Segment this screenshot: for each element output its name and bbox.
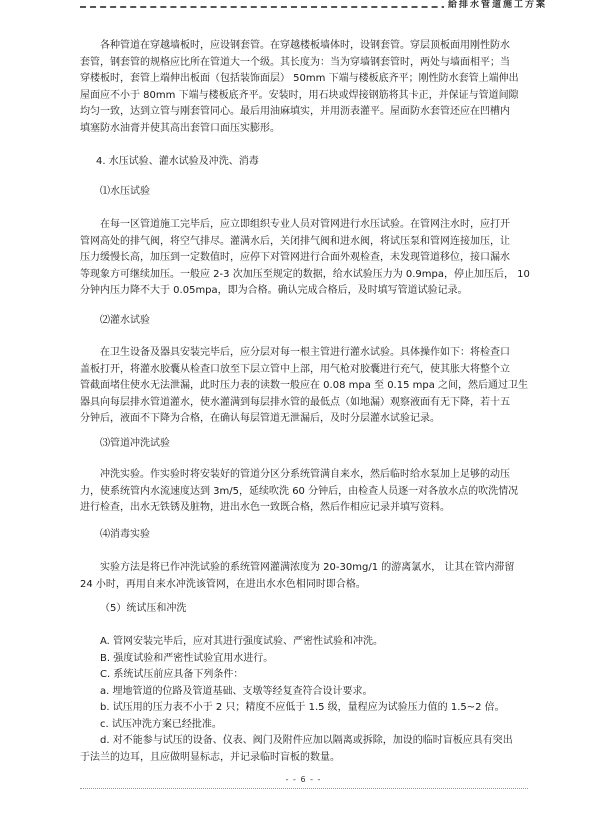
header-title: 給排水管道施工方案 bbox=[444, 0, 547, 10]
paragraph-line: 管截面堵住使水无法泄漏，此时压力表的读数一般应在 0.08 mpa 至 0.15 mpa 之间，然后通过卫生 bbox=[80, 380, 529, 391]
system-test-list bbox=[80, 634, 528, 766]
section-heading: 4. 水压试验、灌水试验及冲洗、消毒 bbox=[96, 156, 259, 167]
subsection-heading-disinfection: ⑷消毒实验 bbox=[100, 529, 150, 540]
disinfection-paragraph bbox=[80, 560, 528, 593]
paragraph-line: 屋面应不小于 80mm 下端与楼板底齐平。安装时，用石块或焊接钢筋将其卡正，并保证与管道间隙 bbox=[80, 89, 519, 101]
list-item: a. 埋地管道的位路及管道基础、支墩等经复查符合设计要求。 bbox=[100, 685, 373, 697]
subsection-heading-flushing: ⑶管道冲洗试验 bbox=[100, 438, 170, 449]
paragraph-line: 均匀一致，达到立管与刚套管同心。最后用油麻填实，并用沥表灌平。屋面防水套管还应在凹槽内 bbox=[80, 106, 510, 117]
list-item: A. 管网安装完毕后，应对其进行强度试验、严密性试验和冲洗。 bbox=[100, 636, 384, 647]
hydrostatic-paragraph bbox=[80, 217, 528, 300]
list-item: C. 系统试压前应具备下列条件： bbox=[100, 669, 244, 680]
paragraph-line: 在每一区管道施工完毕后，应立即组织专业人员对管网进行水压试验。在管网注水时，应打开 bbox=[100, 219, 510, 230]
paragraph-line: 盖板打开，将灌水胶囊从检查口放至下层立管中上部，用气枪对胶囊进行充气，使其胀大将整个立 bbox=[80, 363, 510, 375]
paragraph-line: 24 小时，再用自来水冲洗该管网，在进出水水色相同时即合格。 bbox=[80, 578, 366, 590]
footer-dotted-rule bbox=[80, 788, 528, 789]
sleeve-paragraph bbox=[80, 38, 528, 137]
list-item: B. 强度试验和严密性试验宜用水进行。 bbox=[100, 652, 274, 664]
paragraph-line: 实验方法是将已作冲洗试验的系统管网灌满浓度为 20-30mg/1 的游离氯水， 让其在管内滞留 bbox=[100, 562, 515, 573]
paragraph-line: 压力缓慢长高，加压到一定数值时，应停下对管网进行合面外观检查，未发现管道移位，接口漏水 bbox=[80, 252, 510, 263]
paragraph-line: 器具向每层排水管道灌水，使水灌满到每层排水管的最低点（如地漏）观察液面有无下降，若十五 bbox=[80, 396, 510, 408]
paragraph-line: 力，使系统管内水流速度达到 3m/5，延续吹洗 60 分钟后，由检查人员逐一对各放水点的吹洗情况 bbox=[80, 485, 519, 497]
paragraph-line: 冲洗实验。作实验时将安装好的管道分区分系统管满自来水，然后临时给水泵加上足够的动压 bbox=[100, 469, 510, 480]
paragraph-line: 进行检查，出水无铁锈及脏物，进出水色一致既合格，然后作相应记录并填写资料。 bbox=[80, 502, 450, 513]
list-item: b. 试压用的压力表不小于 2 只；精度不应低于 1.5 级，量程应为试验压力值的 1.5~2 倍。 bbox=[100, 702, 505, 713]
paragraph-line: 分钟内压力降不大于 0.05mpa，即为合格。确认完成合格后，及时填写管道试验记录。 bbox=[80, 285, 468, 296]
paragraph-line: 等现象方可继续加压。一般应 2-3 次加压至规定的数据，给水试验压力为 0.9mpa，停止加压后， 10 bbox=[80, 268, 530, 280]
paragraph-line: 填塞防水油膏并使其高出套管口面压实膨形。 bbox=[80, 122, 280, 134]
list-item-continuation: 于法兰的边耳，且应做明显标志，并记录临时盲板的数量。 bbox=[80, 751, 340, 763]
paragraph-line: 在卫生设备及器具安装完毕后，应分层对每一根主管进行灌水试验。具体操作如下：将检查口 bbox=[100, 347, 510, 358]
list-item: d. 对不能参与试压的设备、仪表、阀门及附件应加以隔离或拆除，加设的临时盲板应具有突出 bbox=[100, 735, 513, 746]
subsection-heading-system-test: （5）统试压和冲洗 bbox=[100, 603, 187, 614]
page-number: - - 6 - - bbox=[285, 775, 322, 784]
paragraph-line: 各种管道在穿越墙板时，应设钢套管。在穿越楼板墙体时，设钢套管。穿层顶板面用刚性防水 bbox=[100, 40, 510, 51]
list-item: c. 试压冲洗方案已经批准。 bbox=[100, 718, 222, 730]
paragraph-line: 穿楼板时，套管上端伸出板面（包括装饰面层） 50mm 下端与楼板底齐平；刚性防水套管上端伸出 bbox=[80, 73, 519, 84]
paragraph-line: 分钟后，液面不下降为合格，在确认每层管道无泄漏后，及时分层灌水试验记录。 bbox=[80, 413, 440, 424]
paragraph-line: 套管，钢套管的规格应比所在管道大一个级。其长度为：当为穿墙钢套管时，两处与墙面相平；当 bbox=[80, 56, 510, 68]
flushing-paragraph bbox=[80, 467, 528, 517]
subsection-heading-filling: ⑵灌水试验 bbox=[100, 315, 150, 326]
filling-paragraph bbox=[80, 345, 528, 428]
paragraph-line: 管网高处的排气阀，将空气排尽。灌满水后，关闭排气阀和进水阀，将试压泵和管网连接加压，让 bbox=[80, 235, 510, 247]
subsection-heading-hydrostatic: ⑴水压试验 bbox=[100, 186, 150, 197]
